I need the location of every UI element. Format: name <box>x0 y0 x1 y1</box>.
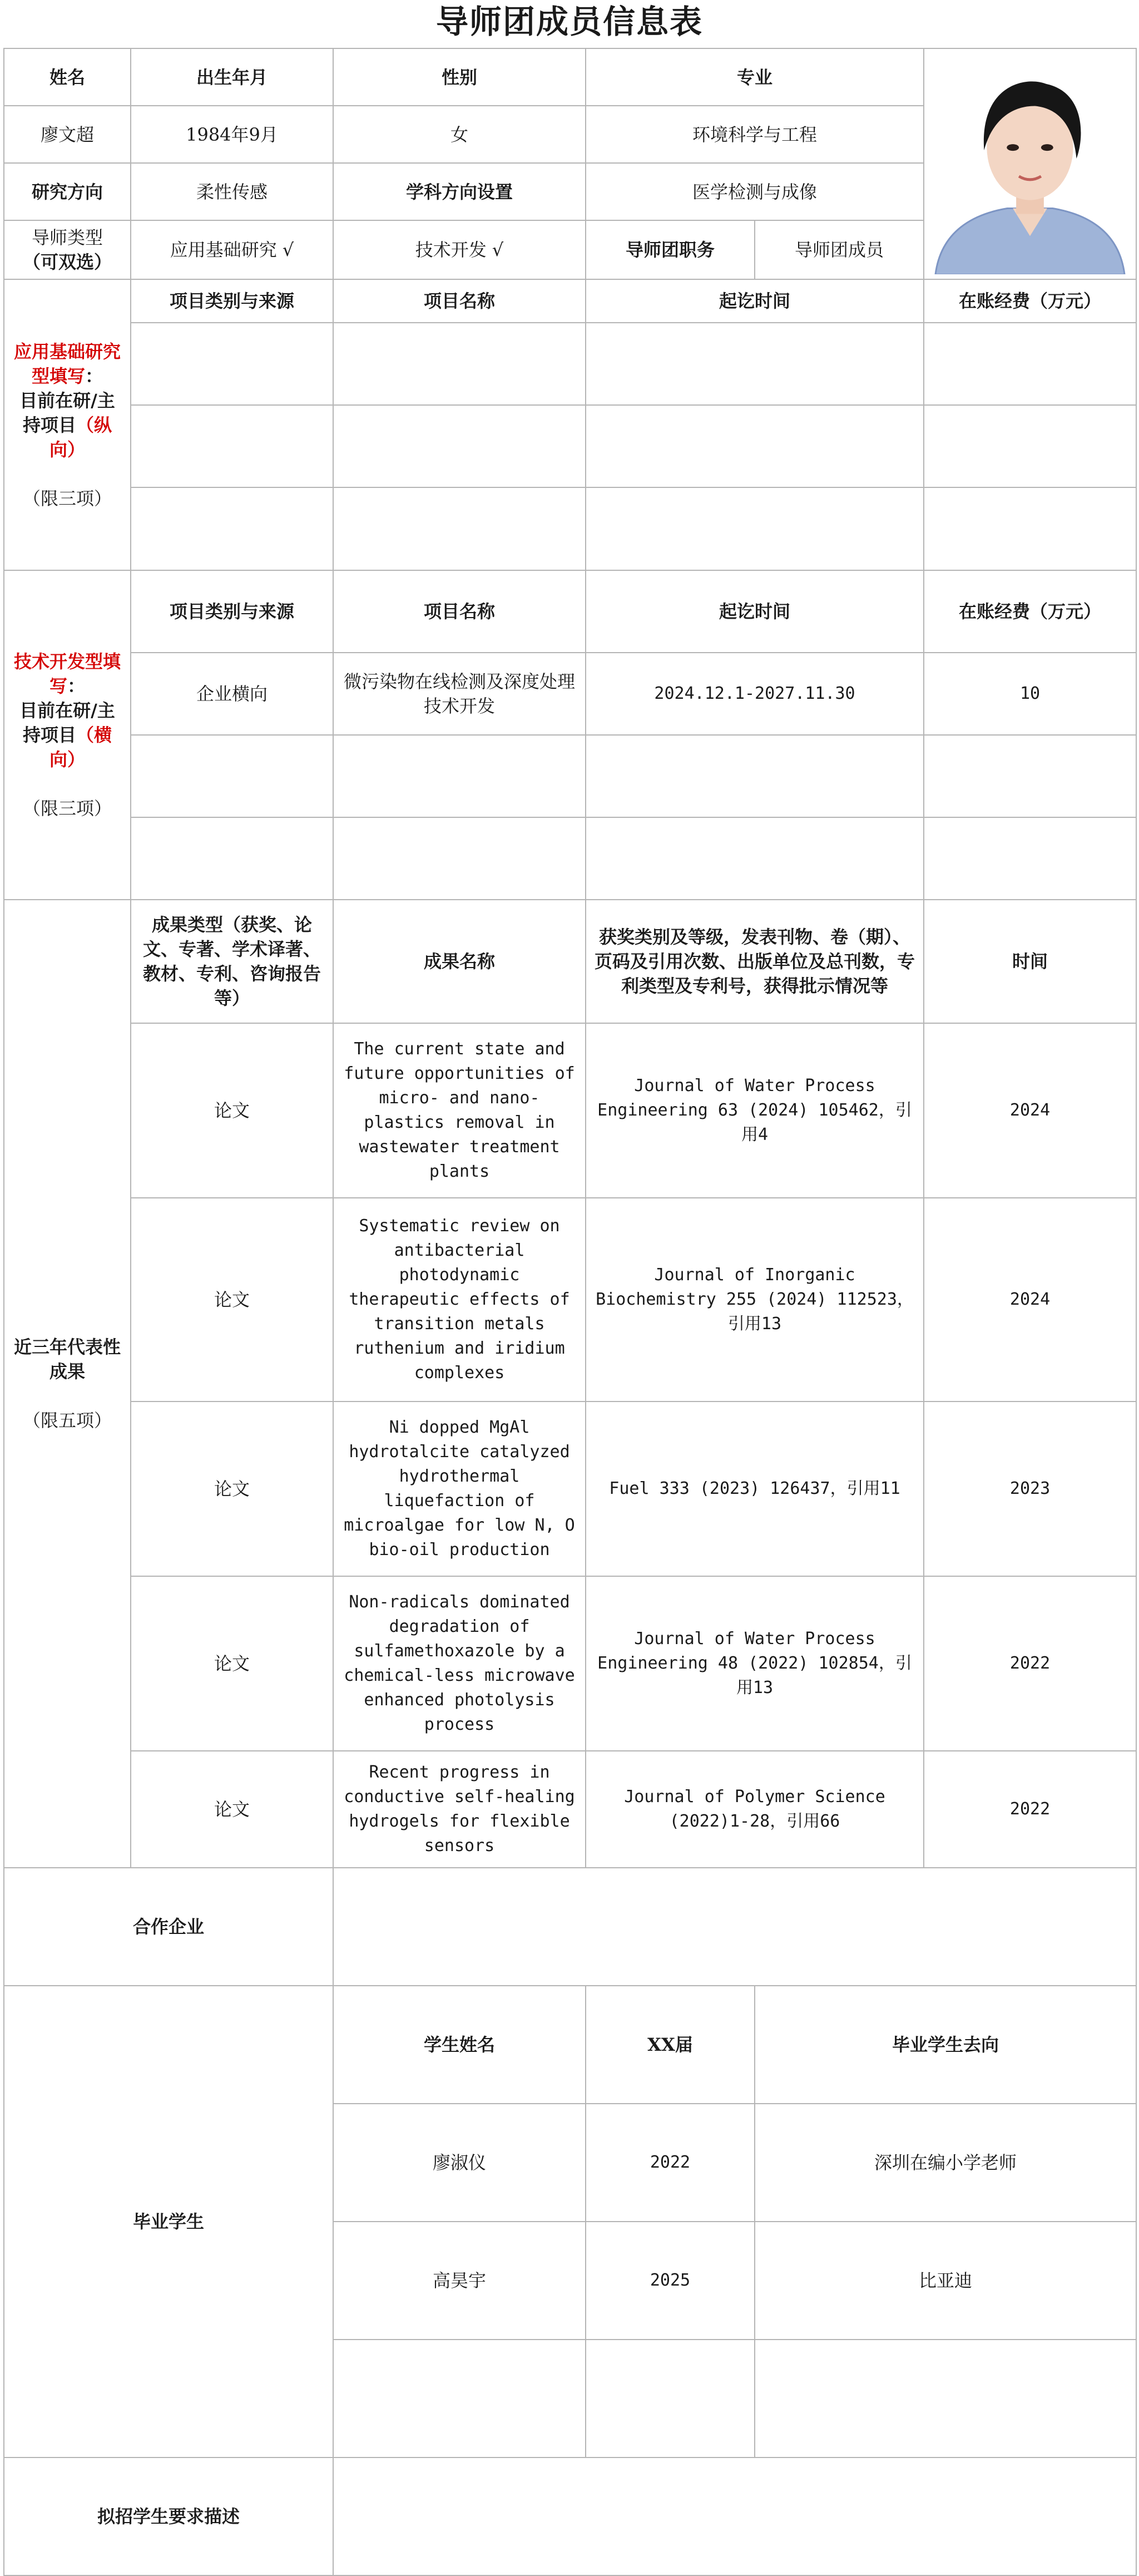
achievement-time: 2024 <box>924 1023 1136 1198</box>
mentor-type-tech: 技术开发 √ <box>333 220 586 279</box>
horizontal-col-time: 起讫时间 <box>586 570 924 653</box>
gender-label: 性别 <box>333 48 586 106</box>
horizontal-row-empty <box>131 735 333 817</box>
horizontal-row-name: 微污染物在线检测及深度处理技术开发 <box>333 653 586 735</box>
name-value: 廖文超 <box>4 106 131 163</box>
graduate-year: 2022 <box>586 2104 755 2222</box>
birth-value: 1984年9月 <box>131 106 333 163</box>
graduates-col-dest: 毕业学生去向 <box>755 1986 1136 2104</box>
achievement-type: 论文 <box>131 1751 333 1868</box>
achievement-name: Recent progress in conductive self-healing hydrogels for flexible sensors <box>333 1751 586 1868</box>
achievement-type: 论文 <box>131 1576 333 1751</box>
horizontal-col-fund: 在账经费（万元） <box>924 570 1136 653</box>
achievements-col-detail: 获奖类别及等级，发表刊物、卷（期）、页码及引用次数、出版单位及总刊数，专利类型及专利号，获得批示情况等 <box>586 900 924 1023</box>
achievements-col-type: 成果类型（获奖、论文、专著、学术译著、教材、专利、咨询报告等） <box>131 900 333 1023</box>
graduate-row-empty <box>333 2340 586 2457</box>
graduate-name: 高昊宇 <box>333 2222 586 2340</box>
horizontal-row-fund: 10 <box>924 653 1136 735</box>
achievement-name: The current state and future opportunities of micro- and nano-plastics removal in wastewater treatment plants <box>333 1023 586 1198</box>
requirements-label: 拟招学生要求描述 <box>4 2457 333 2575</box>
horizontal-col-name: 项目名称 <box>333 570 586 653</box>
mentor-info-table <box>3 48 1137 2576</box>
achievement-name: Systematic review on antibacterial photodynamic therapeutic effects of transition metals ruthenium and iridium complexes <box>333 1198 586 1401</box>
graduate-dest: 比亚迪 <box>755 2222 1136 2340</box>
mentor-type-label-line2: （可双选） <box>22 251 112 273</box>
graduates-col-year: XX届 <box>586 1986 755 2104</box>
graduates-col-name: 学生姓名 <box>333 1986 586 2104</box>
graduate-name: 廖淑仪 <box>333 2104 586 2222</box>
role-value: 导师团成员 <box>755 220 924 279</box>
discipline-label: 学科方向设置 <box>333 163 586 220</box>
achievement-detail: Journal of Inorganic Biochemistry 255 (2024) 112523，引用13 <box>586 1198 924 1401</box>
requirements-value <box>333 2457 1136 2575</box>
graduate-year: 2025 <box>586 2222 755 2340</box>
horizontal-col-type: 项目类别与来源 <box>131 570 333 653</box>
page-title: 导师团成员信息表 <box>435 3 703 41</box>
major-value: 环境科学与工程 <box>586 106 924 163</box>
vertical-row-empty <box>131 487 333 570</box>
research-value: 柔性传感 <box>131 163 333 220</box>
vertical-col-fund: 在账经费（万元） <box>924 279 1136 323</box>
research-label: 研究方向 <box>4 163 131 220</box>
horizontal-row-empty <box>131 817 333 900</box>
horizontal-row-time: 2024.12.1-2027.11.30 <box>586 653 924 735</box>
mentor-type-basic: 应用基础研究 √ <box>131 220 333 279</box>
discipline-value: 医学检测与成像 <box>586 163 924 220</box>
achievement-time: 2023 <box>924 1401 1136 1576</box>
cooperation-label: 合作企业 <box>4 1868 333 1986</box>
person-photo-icon <box>924 53 1136 275</box>
birth-label: 出生年月 <box>131 48 333 106</box>
mentor-type-label <box>4 220 131 279</box>
major-label: 专业 <box>586 48 924 106</box>
vertical-row-empty <box>131 323 333 405</box>
mentor-photo <box>924 48 1136 279</box>
achievement-detail: Journal of Water Process Engineering 48 (2022) 102854，引用13 <box>586 1576 924 1751</box>
vertical-col-time: 起讫时间 <box>586 279 924 323</box>
achievement-time: 2024 <box>924 1198 1136 1401</box>
achievements-col-name: 成果名称 <box>333 900 586 1023</box>
role-label: 导师团职务 <box>586 220 755 279</box>
achievements-label: 近三年代表性 成果 （限五项） <box>4 900 131 1868</box>
achievement-name: Ni dopped MgAl hydrotalcite catalyzed hydrothermal liquefaction of microalgae for low N, O bio-oil production <box>333 1401 586 1576</box>
achievements-col-time: 时间 <box>924 900 1136 1023</box>
achievement-time: 2022 <box>924 1751 1136 1868</box>
achievement-detail: Journal of Water Process Engineering 63 (2024) 105462，引用4 <box>586 1023 924 1198</box>
achievement-time: 2022 <box>924 1576 1136 1751</box>
achievement-type: 论文 <box>131 1401 333 1576</box>
achievement-detail: Journal of Polymer Science (2022)1-28，引用66 <box>586 1751 924 1868</box>
horizontal-row-type: 企业横向 <box>131 653 333 735</box>
vertical-col-type: 项目类别与来源 <box>131 279 333 323</box>
graduate-dest: 深圳在编小学老师 <box>755 2104 1136 2222</box>
graduates-label: 毕业学生 <box>4 1986 333 2457</box>
achievement-detail: Fuel 333 (2023) 126437，引用11 <box>586 1401 924 1576</box>
vertical-row-empty <box>131 405 333 487</box>
vertical-col-name: 项目名称 <box>333 279 586 323</box>
cooperation-value <box>333 1868 1136 1986</box>
gender-value: 女 <box>333 106 586 163</box>
mentor-type-label-line1: 导师类型 <box>31 227 103 248</box>
vertical-projects-label: 应用基础研究 型填写： 目前在研/主 持项目（纵 向） （限三项） <box>4 279 131 570</box>
horizontal-projects-label: 技术开发型填 写： 目前在研/主 持项目（横 向） （限三项） <box>4 570 131 900</box>
achievement-type: 论文 <box>131 1023 333 1198</box>
name-label: 姓名 <box>4 48 131 106</box>
achievement-type: 论文 <box>131 1198 333 1401</box>
achievement-name: Non-radicals dominated degradation of sulfamethoxazole by a chemical-less microwave enhanced photolysis process <box>333 1576 586 1751</box>
